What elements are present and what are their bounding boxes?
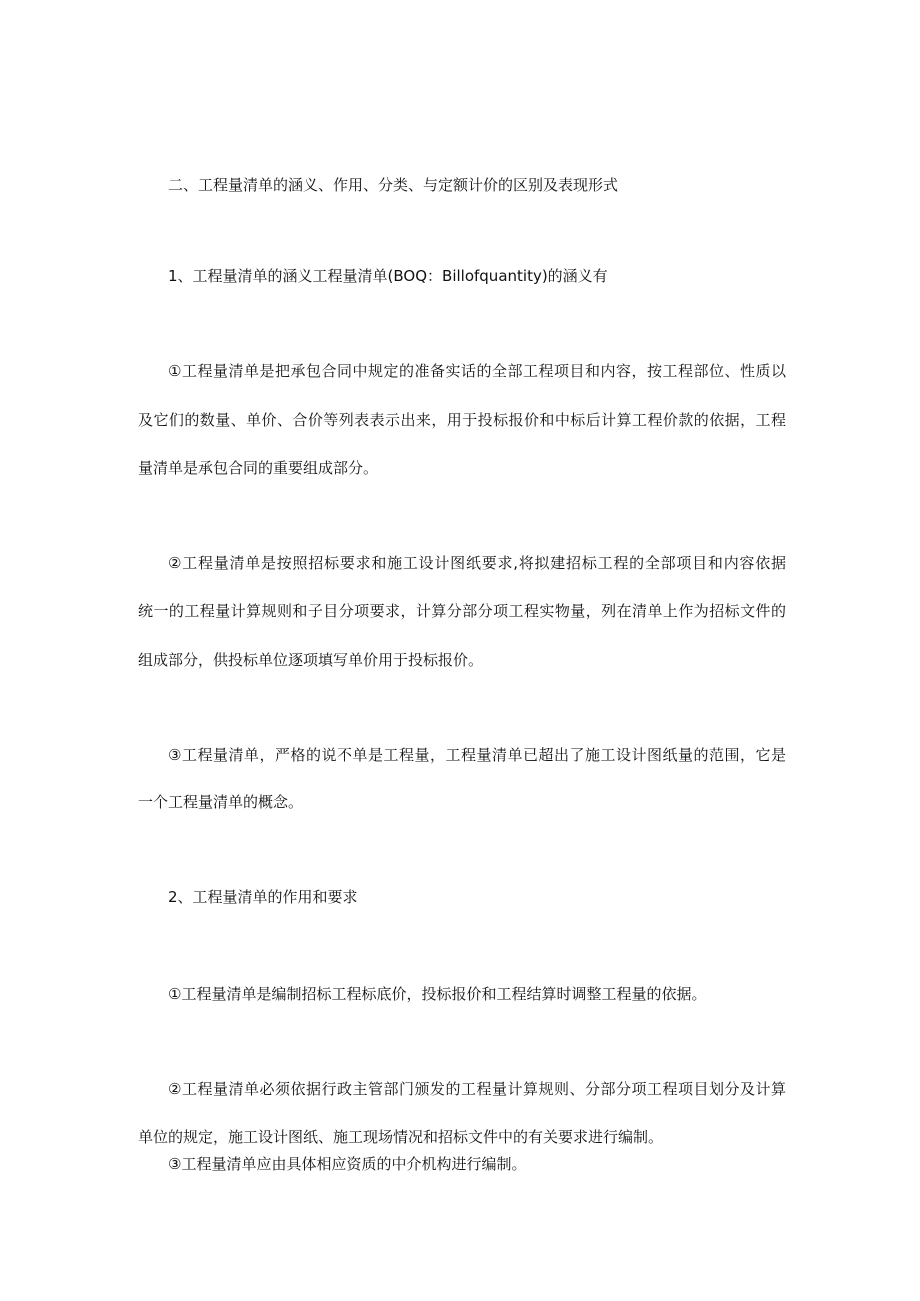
section2-title: 2、工程量清单的作用和要求: [168, 888, 358, 906]
section1-item1-line2: 及它们的数量、单价、合价等列表表示出来，用于投标报价和中标后计算工程价款的依据，工程: [138, 411, 786, 429]
section2-item2-line1: ②工程量清单必须依据行政主管部门颁发的工程量计算规则、分部分项工程项目划分及计算: [168, 1080, 786, 1098]
section2-item2-line2: 单位的规定，施工设计图纸、施工现场情况和招标文件中的有关要求进行编制。: [138, 1128, 664, 1146]
section1-item2-line3: 组成部分，供投标单位逐项填写单价用于投标报价。: [138, 651, 484, 669]
section1-item1-line3: 量清单是承包合同的重要组成部分。: [138, 459, 379, 477]
section2-item1-line1: ①工程量清单是编制招标工程标底价，投标报价和工程结算时调整工程量的依据。: [168, 985, 707, 1003]
section1-item2-line1: ②工程量清单是按照招标要求和施工设计图纸要求,将拟建招标工程的全部项目和内容依据: [168, 554, 786, 572]
section1-item2-line2: 统一的工程量计算规则和子目分项要求，计算分部分项工程实物量，列在清单上作为招标文件的: [138, 602, 786, 620]
section1-item1-line1: ①工程量清单是把承包合同中规定的准备实话的全部工程项目和内容，按工程部位、性质以: [168, 362, 786, 380]
section1-title: 1、工程量清单的涵义工程量清单(BOQ：Billofquantity)的涵义有: [168, 267, 608, 285]
section1-item3-line1: ③工程量清单，严格的说不单是工程量，工程量清单已超出了施工设计图纸量的范围，它是: [168, 746, 786, 764]
section2-item3-line1: ③工程量清单应由具体相应资质的中介机构进行编制。: [168, 1155, 527, 1173]
section-heading: 二、工程量清单的涵义、作用、分类、与定额计价的区别及表现形式: [168, 176, 619, 194]
section1-item3-line2: 一个工程量清单的概念。: [138, 793, 304, 811]
